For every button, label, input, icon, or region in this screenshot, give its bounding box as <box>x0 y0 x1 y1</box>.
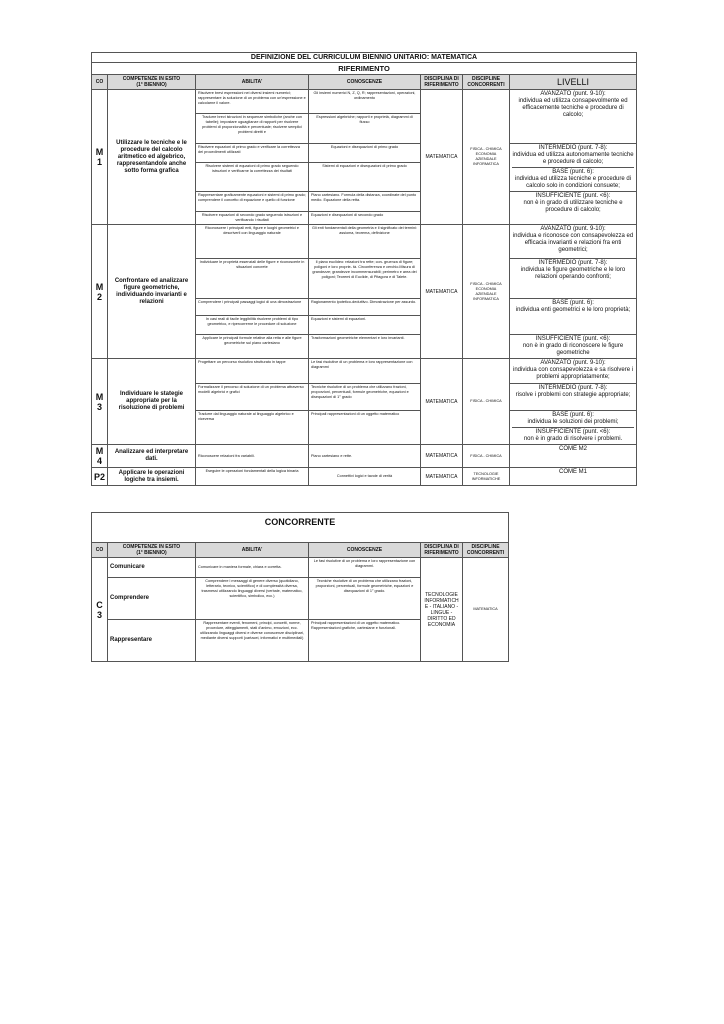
concorrenti-m1: FISICA - CHIMICA ECONOMIA AZIENDALE INFORMATICA <box>463 90 510 225</box>
conoscenze-cell: Le fasi risolutive di un problema e loro rappresentazione con diagrammi <box>309 359 421 384</box>
abilita-cell: Eseguire le operazioni fondamentali della logica binaria <box>196 468 309 486</box>
abilita-cell: Tradurre dal linguaggio naturale al linguaggio algebrico e viceversa <box>196 411 309 445</box>
concorrenti-c3: MATEMATICA <box>463 558 509 662</box>
abilita-cell: In casi reali di facile leggibilità risolvere problemi di tipo geometrico, e ripercorrerne le procedure di soluzione <box>196 316 309 335</box>
conoscenze-cell: Trasformazioni geometriche elementari e loro invarianti. <box>309 335 421 359</box>
abilita-cell: Risolvere equazioni di primo grado e verificare la correttezza dei procedimenti utilizzati <box>196 144 309 163</box>
abilita-cell: Comprendere i principali passaggi logici di una dimostrazione <box>196 299 309 316</box>
level-insufficiente-m2: INSUFFICIENTE (punt. <6): non è in grado di riconoscere le figure geometriche <box>510 335 637 359</box>
document-title: DEFINIZIONE DEL CURRICULUM BIENNIO UNITARIO: MATEMATICA <box>92 53 637 63</box>
header-concorrenti: DISCIPLINE CONCORRENTI <box>463 75 510 90</box>
level-base-insufficiente-m3 <box>510 411 637 445</box>
level-intermedio-base-m1 <box>510 144 637 192</box>
level-intermedio-m1: INTERMEDIO (punt. 7-8): individua ed utilizza autonomamente tecniche e procedure di calcolo; <box>512 145 634 168</box>
abilita-cell: Riconoscere relazioni fra variabili. <box>196 445 309 468</box>
level-p2: COME M1 <box>510 468 637 486</box>
conoscenze-cell: Equazioni e sistemi di equazioni. <box>309 316 421 335</box>
disciplina-m3: MATEMATICA <box>421 359 463 445</box>
level-avanzato-m1: AVANZATO (punt. 9-10): individua ed utilizza consapevolmente ed efficacemente tecniche e procedure di calcolo; <box>510 90 637 144</box>
level-avanzato-m3: AVANZATO (punt. 9-10): individua con consapevolezza e sa risolvere i problemi appropriatamente; <box>510 359 637 384</box>
abilita-cell: Risolvere brevi espressioni nei diversi insiemi numerici; rappresentare la soluzione di un problema con un'espressione e calcolarne il valore. <box>196 90 309 114</box>
competence-m4: Analizzare ed interpretare dati. <box>108 445 196 468</box>
abilita-cell: Risolvere equazioni di secondo grado seguendo istruzioni e verificando i risultati <box>196 212 309 225</box>
disciplina-c3: TECNOLOGIE INFORMATICHE - ITALIANO - LINGUE - DIRITTO ED ECONOMIA <box>421 558 463 662</box>
competence-p2: Applicare le operazioni logiche tra insiemi. <box>108 468 196 486</box>
level-m4: COME M2 <box>510 445 637 468</box>
concorrenti-m4: FISICA - CHIMICA <box>463 445 510 468</box>
abilita-cell: Rappresentare eventi, fenomeni, principi, concetti, norme, procedure, atteggiamenti, stati d'animo, emozioni, ecc. utilizzando linguaggi diversi e diverse conoscenze disciplinari, mediante diversi supporti (cartacei, informatici e multimediali) <box>196 620 309 662</box>
level-insufficiente-m1: INSUFFICIENTE (punt. <6): non è in grado di utilizzare tecniche e procedure di calcolo; <box>510 192 637 225</box>
concorrenti-m3: FISICA - CHIMICA <box>463 359 510 445</box>
abilita-cell: Risolvere sistemi di equazioni di primo grado seguendo istruzioni e verificarne la correttezza dei risultati <box>196 162 309 191</box>
section-title-riferimento: RIFERIMENTO <box>92 63 637 75</box>
header-concorrenti: DISCIPLINE CONCORRENTI <box>463 543 509 558</box>
header-conoscenze: CONOSCENZE <box>309 543 421 558</box>
abilita-cell: Rappresentare graficamente equazioni e sistemi di primo grado; comprendere il concetto di equazione e quello di funzione <box>196 192 309 212</box>
code-m1: M1 <box>92 90 108 225</box>
header-co: CO <box>92 543 108 558</box>
conoscenze-cell: Equazioni e disequazioni di primo grado <box>309 144 421 163</box>
conoscenze-cell: Le fasi risolutive di un problema e loro rappresentazione con diagrammi. <box>309 558 421 578</box>
conoscenze-cell: Sistemi di equazioni e disequazioni di primo grado <box>309 162 421 191</box>
abilita-cell: Progettare un percorso risolutivo strutturato in tappe <box>196 359 309 384</box>
conoscenze-cell: Piano cartesiano. Formula della distanza, coordinate del punto medio. Equazione della retta. <box>309 192 421 212</box>
header-abilita: ABILITA' <box>196 75 309 90</box>
level-base-m2: BASE (punt. 6): individua enti geometrici e le loro proprietà; <box>510 299 637 335</box>
disciplina-m1: MATEMATICA <box>421 90 463 225</box>
concorrenti-m2: FISICA - CHIMICA ECONOMIA AZIENDALE INFORMATICA <box>463 225 510 359</box>
code-m2: M2 <box>92 225 108 359</box>
disciplina-m4: MATEMATICA <box>421 445 463 468</box>
competence-m3: Individuare le stategie appropriate per la risoluzione di problemi <box>108 359 196 445</box>
conoscenze-cell: Tecniche risolutive di un problema che utilizzano frazioni, proporzioni, percentuali, formule geometriche, equazioni e disequazioni di 1° grado. <box>309 578 421 620</box>
abilita-cell: Riconoscere i principali enti, figure e luoghi geometrici e descriverli con linguaggio naturale <box>196 225 309 259</box>
level-base-m1: BASE (punt. 6): individua ed utilizza tecniche e procedure di calcolo solo in condizioni consuete; <box>514 169 632 189</box>
abilita-cell: Individuare le proprietà essenziali delle figure e riconoscerle in situazioni concrete <box>196 259 309 299</box>
level-avanzato-m2: AVANZATO (punt. 9-10): individua e riconosce con consapevolezza ed efficacia invarianti e relazioni fra enti geometrici; <box>510 225 637 259</box>
competence-rappresentare: Rappresentare <box>108 620 196 662</box>
level-insufficiente-m3: INSUFFICIENTE (punt. <6): non è in grado di risolvere i problemi. <box>523 429 623 442</box>
curriculum-reference-table <box>91 52 637 486</box>
abilita-cell: Applicare le principali formule relative alla retta e alle figure geometriche sul piano cartesiano <box>196 335 309 359</box>
conoscenze-cell: Equazioni e disequazioni di secondo grado <box>309 212 421 225</box>
header-abilita: ABILITA' <box>196 543 309 558</box>
disciplina-p2: MATEMATICA <box>421 468 463 486</box>
conoscenze-cell: Principali rappresentazioni di un oggetto matematico <box>309 411 421 445</box>
code-m3: M3 <box>92 359 108 445</box>
abilita-cell: Tradurre brevi istruzioni in sequenze simboliche (anche con tabelle); impostare uguaglianze di rapporti per risolvere problemi di proporzionalità e percentuale; risolvere semplici problemi diretti e <box>196 114 309 144</box>
conoscenze-cell: Gli enti fondamentali della geometria e il significato dei termini: assioma, teorema, definizione <box>309 225 421 259</box>
conoscenze-cell: Espressioni algebriche; rapporti e proprietà, diagrammi di flusso <box>309 114 421 144</box>
concorrenti-p2: TECNOLOGIE INFORMATICHE <box>463 468 510 486</box>
code-p2: P2 <box>92 468 108 486</box>
abilita-cell: Comunicare in maniera formale, chiara e corretta. <box>196 558 309 578</box>
curriculum-concorrente-table <box>91 512 509 662</box>
header-disciplina: DISCIPLINA DI RIFERIMENTO <box>421 75 463 90</box>
abilita-cell: Formalizzare il percorso di soluzione di un problema attraverso modelli algebrici e grafici <box>196 384 309 411</box>
competence-m1: Utilizzare le tecniche e le procedure del calcolo aritmetico ed algebrico, rappresentandole anche sotto forma grafica <box>108 90 196 225</box>
competence-comunicare: Comunicare <box>108 558 196 578</box>
header-competenze: COMPETENZE IN ESITO (1° BIENNIO) <box>108 543 196 558</box>
conoscenze-cell: Connettivi logici e tavole di verità <box>309 468 421 486</box>
level-intermedio-m2: INTERMEDIO (punt. 7-8): individua le figure geometriche e le loro relazioni operando confronti; <box>510 259 637 299</box>
conoscenze-cell: Il piano euclideo: relazioni tra rette; con- gruenza di figure; poligoni e loro proprie- tà. Circonferenza e cerchio.Misura di grandezze; grandezze incommensurabili; perimetro e area dei poligoni; Teoremi di Euclide, di Pitagora e di Talete. <box>309 259 421 299</box>
header-conoscenze: CONOSCENZE <box>309 75 421 90</box>
code-c3: C3 <box>92 558 108 662</box>
conoscenze-cell: Principali rappresentazioni di un oggetto matematico. Rappresentazioni grafiche, cartesiane e funzionali. <box>309 620 421 662</box>
section-title-concorrente: CONCORRENTE <box>92 513 509 543</box>
conoscenze-cell: Piano cartesiano e rette. <box>309 445 421 468</box>
competence-comprendere: Comprendere <box>108 578 196 620</box>
header-co: CO <box>92 75 108 90</box>
level-base-m3: BASE (punt. 6): individua le soluzioni dei problemi; <box>512 412 634 428</box>
level-intermedio-m3: INTERMEDIO (punt. 7-8): risolve i problemi con strategie appropriate; <box>510 384 637 411</box>
header-disciplina: DISCIPLINA DI RIFERIMENTO <box>421 543 463 558</box>
conoscenze-cell: Tecniche risolutive di un problema che utilizzano frazioni, proporzioni, percentuali, formule geometriche, equazioni e disequazioni di 1° grado <box>309 384 421 411</box>
conoscenze-cell: Ragionamento ipotetico-deduttivo. Dimostrazione per assurdo. <box>309 299 421 316</box>
header-competenze: COMPETENZE IN ESITO (1° BIENNIO) <box>108 75 196 90</box>
competence-m2: Confrontare ed analizzare figure geometriche, individuando invarianti e relazioni <box>108 225 196 359</box>
conoscenze-cell: Gli insiemi numerici N, Z, Q, R; rappresentazioni, operazioni, ordinamento <box>309 90 421 114</box>
code-m4: M4 <box>92 445 108 468</box>
disciplina-m2: MATEMATICA <box>421 225 463 359</box>
header-livelli: LIVELLI <box>510 75 637 90</box>
abilita-cell: Comprendere i messaggi di genere diverso (quotidiano, letterario, tecnico, scientifico) e di complessità diversa, trasmessi utilizzando linguaggi diversi (verbale, matematico, scientifico, simbolico, ecc.) <box>196 578 309 620</box>
